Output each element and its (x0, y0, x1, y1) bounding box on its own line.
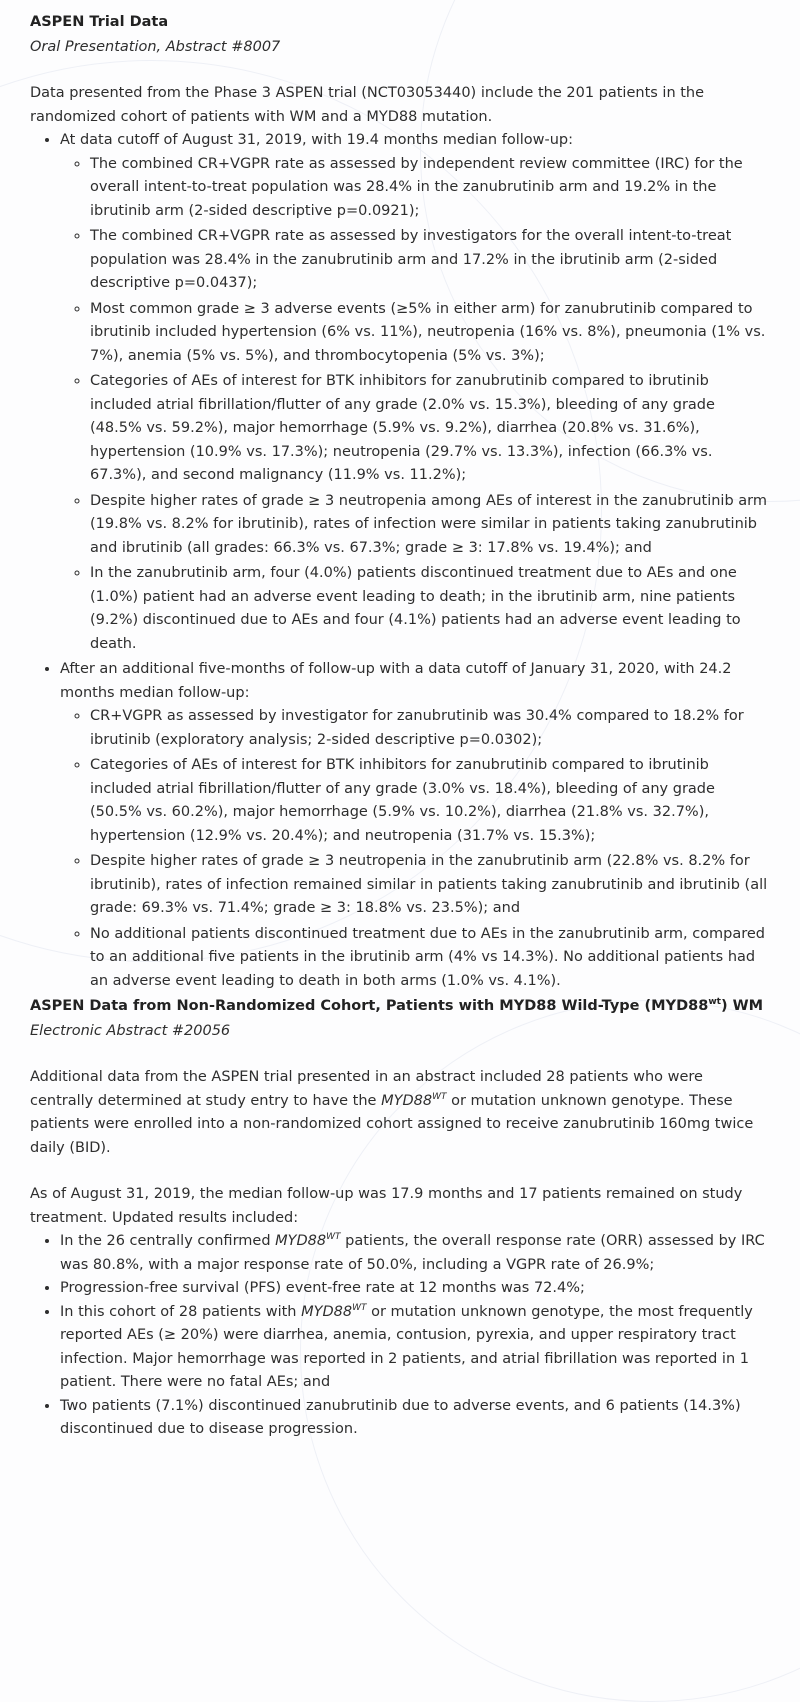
sub-list-item: ◦ Most common grade ≥ 3 adverse events (≥5% in either arm) for zanubrutinib compared to ibrutinib included hypertension (6% vs. 11%), neutropenia (16% vs. 8%), pneumonia (1% vs. 7%), anemia (5% vs. 5%), and thrombocytopenia (5% vs. 3%); (90, 298, 770, 369)
section-title-end: ) WM (720, 998, 764, 1014)
section-title-text: ASPEN Data from Non-Randomized Cohort, Patients with MYD88 Wild-Type (MYD88 (30, 998, 709, 1014)
list-item-text: After an additional five-months of follow-up with a data cutoff of January 31, 2020, with 24.2 months median follow-up: (60, 661, 732, 701)
results-list (30, 129, 770, 993)
list-item: • Progression-free survival (PFS) event-free rate at 12 months was 72.4%; (60, 1277, 770, 1301)
gene-text: MYD88 (301, 1303, 353, 1320)
list-item (60, 1230, 770, 1277)
intro-paragraph: As of August 31, 2019, the median follow-up was 17.9 months and 17 patients remained on study treatment. Updated results included: (30, 1186, 743, 1226)
superscript: WT (352, 1302, 367, 1313)
sub-list-item: ◦ The combined CR+VGPR rate as assessed by independent review committee (IRC) for the overall intent-to-treat population was 28.4% in the zanubrutinib arm and 19.2% in the ibrutinib arm (2-sided descriptive p=0.0921); (90, 153, 770, 224)
sub-list-item: ◦ CR+VGPR as assessed by investigator for zanubrutinib was 30.4% compared to 18.2% for ibrutinib (exploratory analysis; 2-sided descriptive p=0.0302); (90, 705, 770, 752)
text-span: Additional data from the ASPEN trial presented in an abstract included 28 patients who were centrally determined at study entry to have the (30, 1069, 703, 1109)
sub-list-item: ◦ No additional patients discontinued treatment due to AEs in the zanubrutinib arm, compared to an additional five patients in the ibrutinib arm (4% vs 14.3%). No additional patients had an adverse event leading to death in both arms (1.0% vs. 4.1%). (90, 923, 770, 994)
superscript: WT (432, 1091, 447, 1102)
sub-list (60, 705, 770, 993)
sub-list (60, 153, 770, 657)
sub-list-item: ◦ Categories of AEs of interest for BTK inhibitors for zanubrutinib compared to ibrutinib included atrial fibrillation/flutter of any grade (2.0% vs. 15.3%), bleeding of any grade (48.5% vs. 59.2%), major hemorrhage (5.9% vs. 9.2%), diarrhea (20.8% vs. 31.6%), hypertension (10.9% vs. 17.3%); neutropenia (29.7% vs. 13.3%), infection (66.3% vs. 67.3%), and second malignancy (11.9% vs. 11.2%); (90, 370, 770, 488)
section-subtitle: Electronic Abstract #20056 (30, 1022, 231, 1039)
sub-list-item: ◦ Despite higher rates of grade ≥ 3 neutropenia in the zanubrutinib arm (22.8% vs. 8.2% for ibrutinib), rates of infection remained similar in patients taking zanubrutinib and ibrutinib (all grade: 69.3% vs. 71.4%; grade ≥ 3: 18.8% vs. 23.5%); and (90, 850, 770, 921)
list-item (60, 1301, 770, 1395)
gene-name (275, 1233, 340, 1249)
list-item (60, 658, 770, 993)
text-span: patients, the overall response rate (ORR) assessed by IRC was 80.8%, with a major response rate of 50.0%, including a VGPR rate of 26.9%; (60, 1233, 765, 1273)
gene-text: MYD88 (275, 1233, 327, 1249)
gene-name (301, 1304, 366, 1320)
intro-paragraph (30, 1066, 770, 1160)
intro-paragraph: Data presented from the Phase 3 ASPEN trial (NCT03053440) include the 201 patients in the randomized cohort of patients with WM and a MYD88 mutation. (30, 85, 705, 125)
list-item (60, 129, 770, 656)
section-title (30, 995, 770, 1019)
text-span: In this cohort of 28 patients with (60, 1303, 302, 1320)
sub-list-item: ◦ The combined CR+VGPR rate as assessed by investigators for the overall intent-to-treat population was 28.4% in the zanubrutinib arm and 17.2% in the ibrutinib arm (2-sided descriptive p=0.0437); (90, 225, 770, 296)
sub-list-item: ◦ Categories of AEs of interest for BTK inhibitors for zanubrutinib compared to ibrutinib included atrial fibrillation/flutter of any grade (3.0% vs. 18.4%), bleeding of any grade (50.5% vs. 60.2%), major hemorrhage (5.9% vs. 10.2%), diarrhea (21.8% vs. 32.7%), hypertension (12.9% vs. 20.4%); and neutropenia (31.7% vs. 15.3%); (90, 754, 770, 848)
list-item-text: At data cutoff of August 31, 2019, with 19.4 months median follow-up: (60, 132, 574, 148)
gene-text: MYD88 (381, 1092, 433, 1109)
sub-list-item: ◦ In the zanubrutinib arm, four (4.0%) patients discontinued treatment due to AEs and one (1.0%) patient had an adverse event leading to death; in the ibrutinib arm, nine patients (9.2%) discontinued due to AEs and four (4.1%) patients had an adverse event leading to death. (90, 562, 770, 656)
text-span: or mutation unknown genotype. These patients were enrolled into a non-randomized cohort assigned to receive zanubrutinib 160mg twice daily (BID). (30, 1092, 754, 1156)
superscript: wt (708, 997, 721, 1008)
results-list (30, 1230, 770, 1442)
gene-name (381, 1093, 446, 1109)
text-span: In the 26 centrally confirmed (60, 1233, 276, 1249)
sub-list-item: ◦ Despite higher rates of grade ≥ 3 neutropenia among AEs of interest in the zanubrutinib arm (19.8% vs. 8.2% for ibrutinib), rates of infection were similar in patients taking zanubrutinib and ibrutinib (all grades: 66.3% vs. 67.3%; grade ≥ 3: 17.8% vs. 19.4%); and (90, 490, 770, 561)
section-title: ASPEN Trial Data (30, 14, 169, 30)
superscript: WT (326, 1232, 341, 1243)
text-span: or mutation unknown genotype, the most frequently reported AEs (≥ 20%) were diarrhea, anemia, contusion, pyrexia, and upper respiratory tract infection. Major hemorrhage was reported in 2 patients, and atrial fibrillation was reported in 1 patient. There were no fatal AEs; and (60, 1303, 753, 1390)
list-item: • Two patients (7.1%) discontinued zanubrutinib due to adverse events, and 6 patients (14.3%) discontinued due to disease progression. (60, 1395, 770, 1442)
section-subtitle: Oral Presentation, Abstract #8007 (30, 38, 281, 55)
